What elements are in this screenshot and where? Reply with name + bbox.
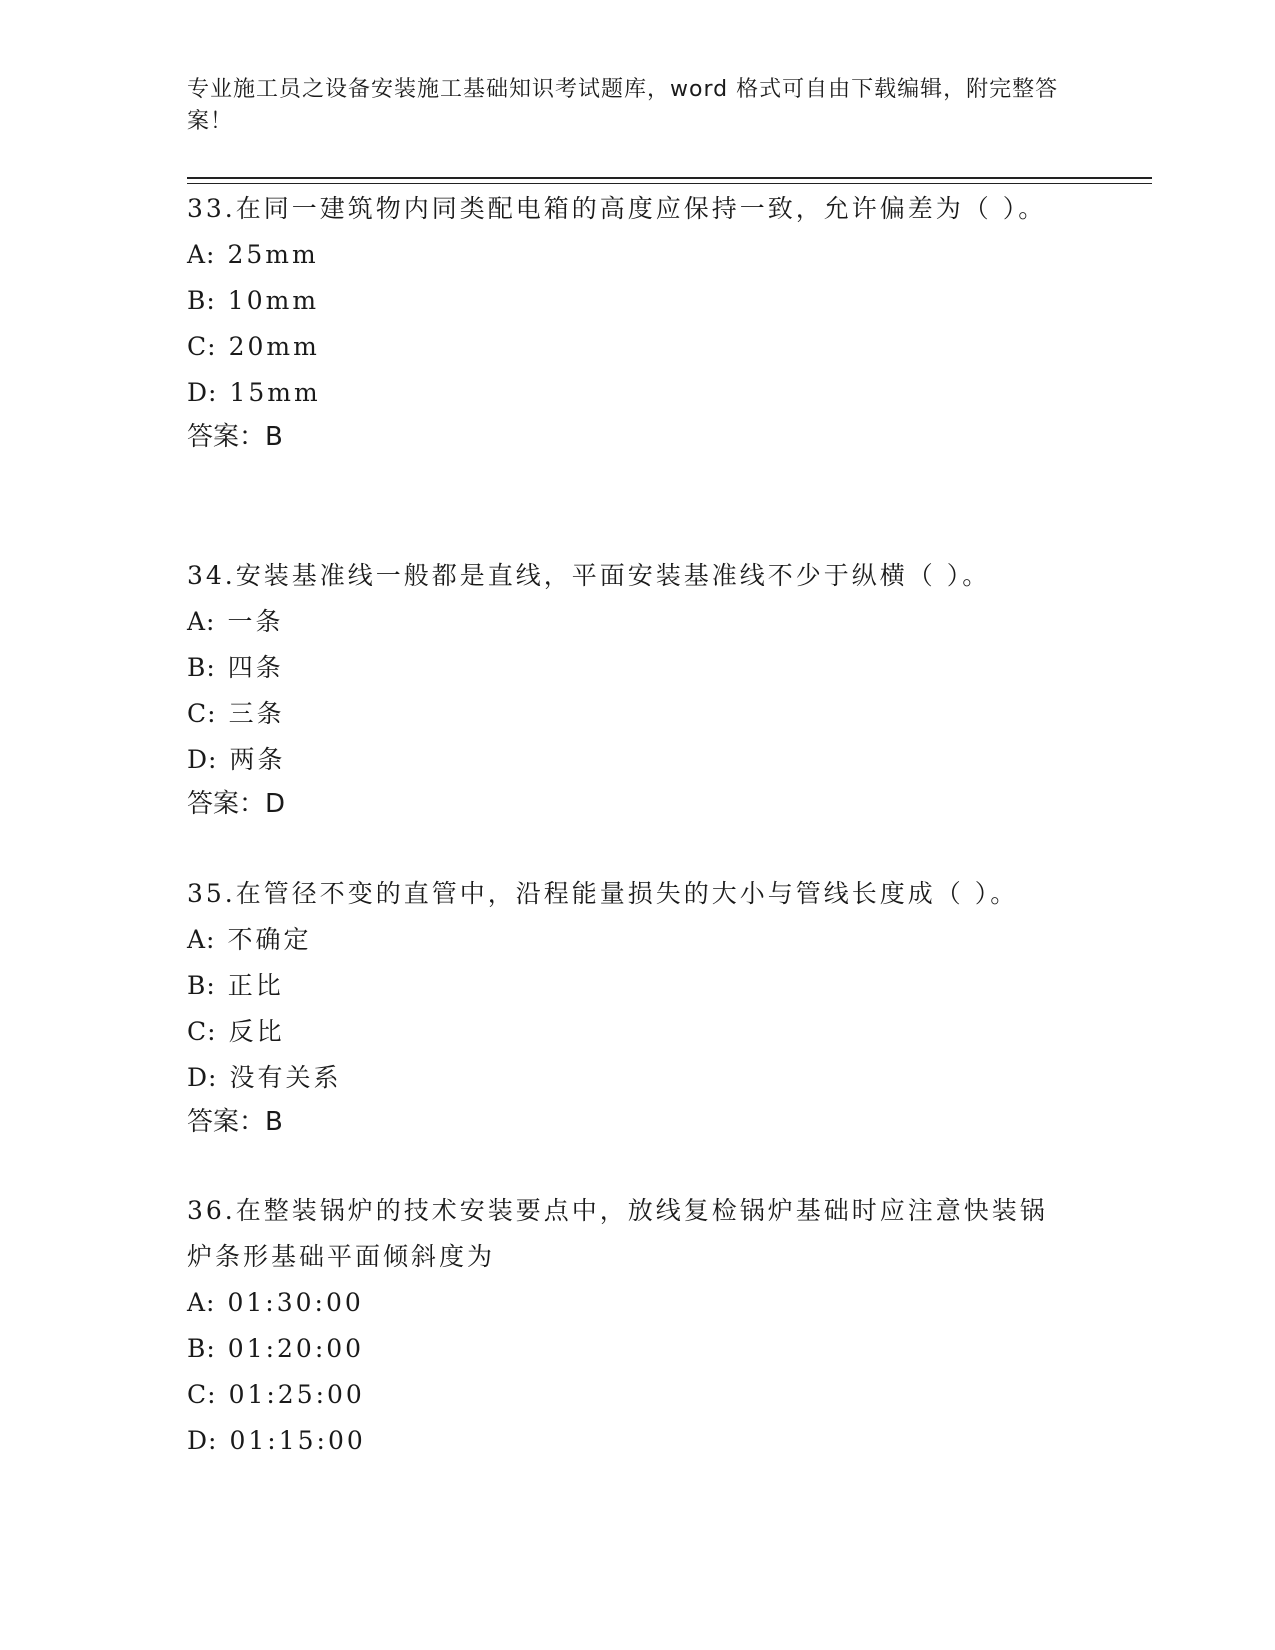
option-a (187, 599, 1087, 645)
option-key: D: (187, 378, 218, 407)
option-key: D: (187, 745, 218, 774)
option-value: 01:15:00 (229, 1426, 366, 1455)
question-stem: 36.在整装锅炉的技术安装要点中，放线复检锅炉基础时应注意快装锅炉条形基础平面倾斜度为 (187, 1196, 1048, 1271)
option-value: 20mm (228, 332, 320, 361)
question-stem: 35.在管径不变的直管中，沿程能量损失的大小与管线长度成（ ）。 (187, 879, 1019, 908)
option-key: D: (187, 1426, 218, 1455)
option-b (187, 645, 1087, 691)
option-c (187, 1009, 1087, 1055)
option-c (187, 1372, 1067, 1418)
option-value: 四条 (227, 653, 284, 682)
option-key: D: (187, 1063, 218, 1092)
option-value: 01:25:00 (228, 1380, 365, 1409)
option-value: 25mm (227, 240, 319, 269)
option-key: B: (187, 653, 216, 682)
option-value: 没有关系 (229, 1063, 342, 1092)
option-key: B: (187, 286, 216, 315)
question-36 (187, 1188, 1067, 1464)
option-c (187, 691, 1087, 737)
option-value: 两条 (229, 745, 286, 774)
option-key: C: (187, 1017, 217, 1046)
option-b (187, 278, 1047, 324)
option-key: B: (187, 1334, 216, 1363)
option-value: 三条 (228, 699, 285, 728)
option-key: A: (187, 925, 216, 954)
option-value: 10mm (227, 286, 320, 315)
option-a (187, 1280, 1067, 1326)
option-a (187, 232, 1047, 278)
option-b (187, 963, 1087, 1009)
option-key: A: (187, 607, 216, 636)
option-d (187, 1418, 1067, 1464)
option-value: 15mm (229, 378, 321, 407)
option-d (187, 370, 1047, 416)
question-stem: 34.安装基准线一般都是直线，平面安装基准线不少于纵横（ ）。 (187, 561, 991, 590)
option-a (187, 917, 1087, 963)
option-value: 反比 (228, 1017, 285, 1046)
answer-line: 答案：B (187, 422, 283, 452)
header-divider-top (187, 177, 1152, 179)
question-34 (187, 553, 1087, 825)
option-key: C: (187, 699, 217, 728)
option-value: 01:20:00 (227, 1334, 365, 1363)
question-35 (187, 871, 1087, 1143)
option-key: A: (187, 1288, 216, 1317)
answer-line: 答案：D (187, 789, 286, 819)
document-header: 专业施工员之设备安装施工基础知识考试题库，word 格式可自由下载编辑，附完整答案！ (187, 77, 1059, 134)
option-key: B: (187, 971, 216, 1000)
option-d (187, 737, 1087, 783)
option-key: C: (187, 1380, 217, 1409)
option-value: 不确定 (227, 925, 312, 954)
header-divider-bottom (187, 183, 1152, 184)
question-33 (187, 186, 1047, 458)
option-key: A: (187, 240, 216, 269)
option-value: 01:30:00 (227, 1288, 364, 1317)
option-key: C: (187, 332, 217, 361)
option-value: 一条 (227, 607, 284, 636)
answer-line: 答案：B (187, 1107, 283, 1137)
question-stem: 33.在同一建筑物内同类配电箱的高度应保持一致，允许偏差为（ ）。 (187, 194, 1047, 223)
option-b (187, 1326, 1067, 1372)
option-d (187, 1055, 1087, 1101)
option-c (187, 324, 1047, 370)
option-value: 正比 (227, 971, 284, 1000)
